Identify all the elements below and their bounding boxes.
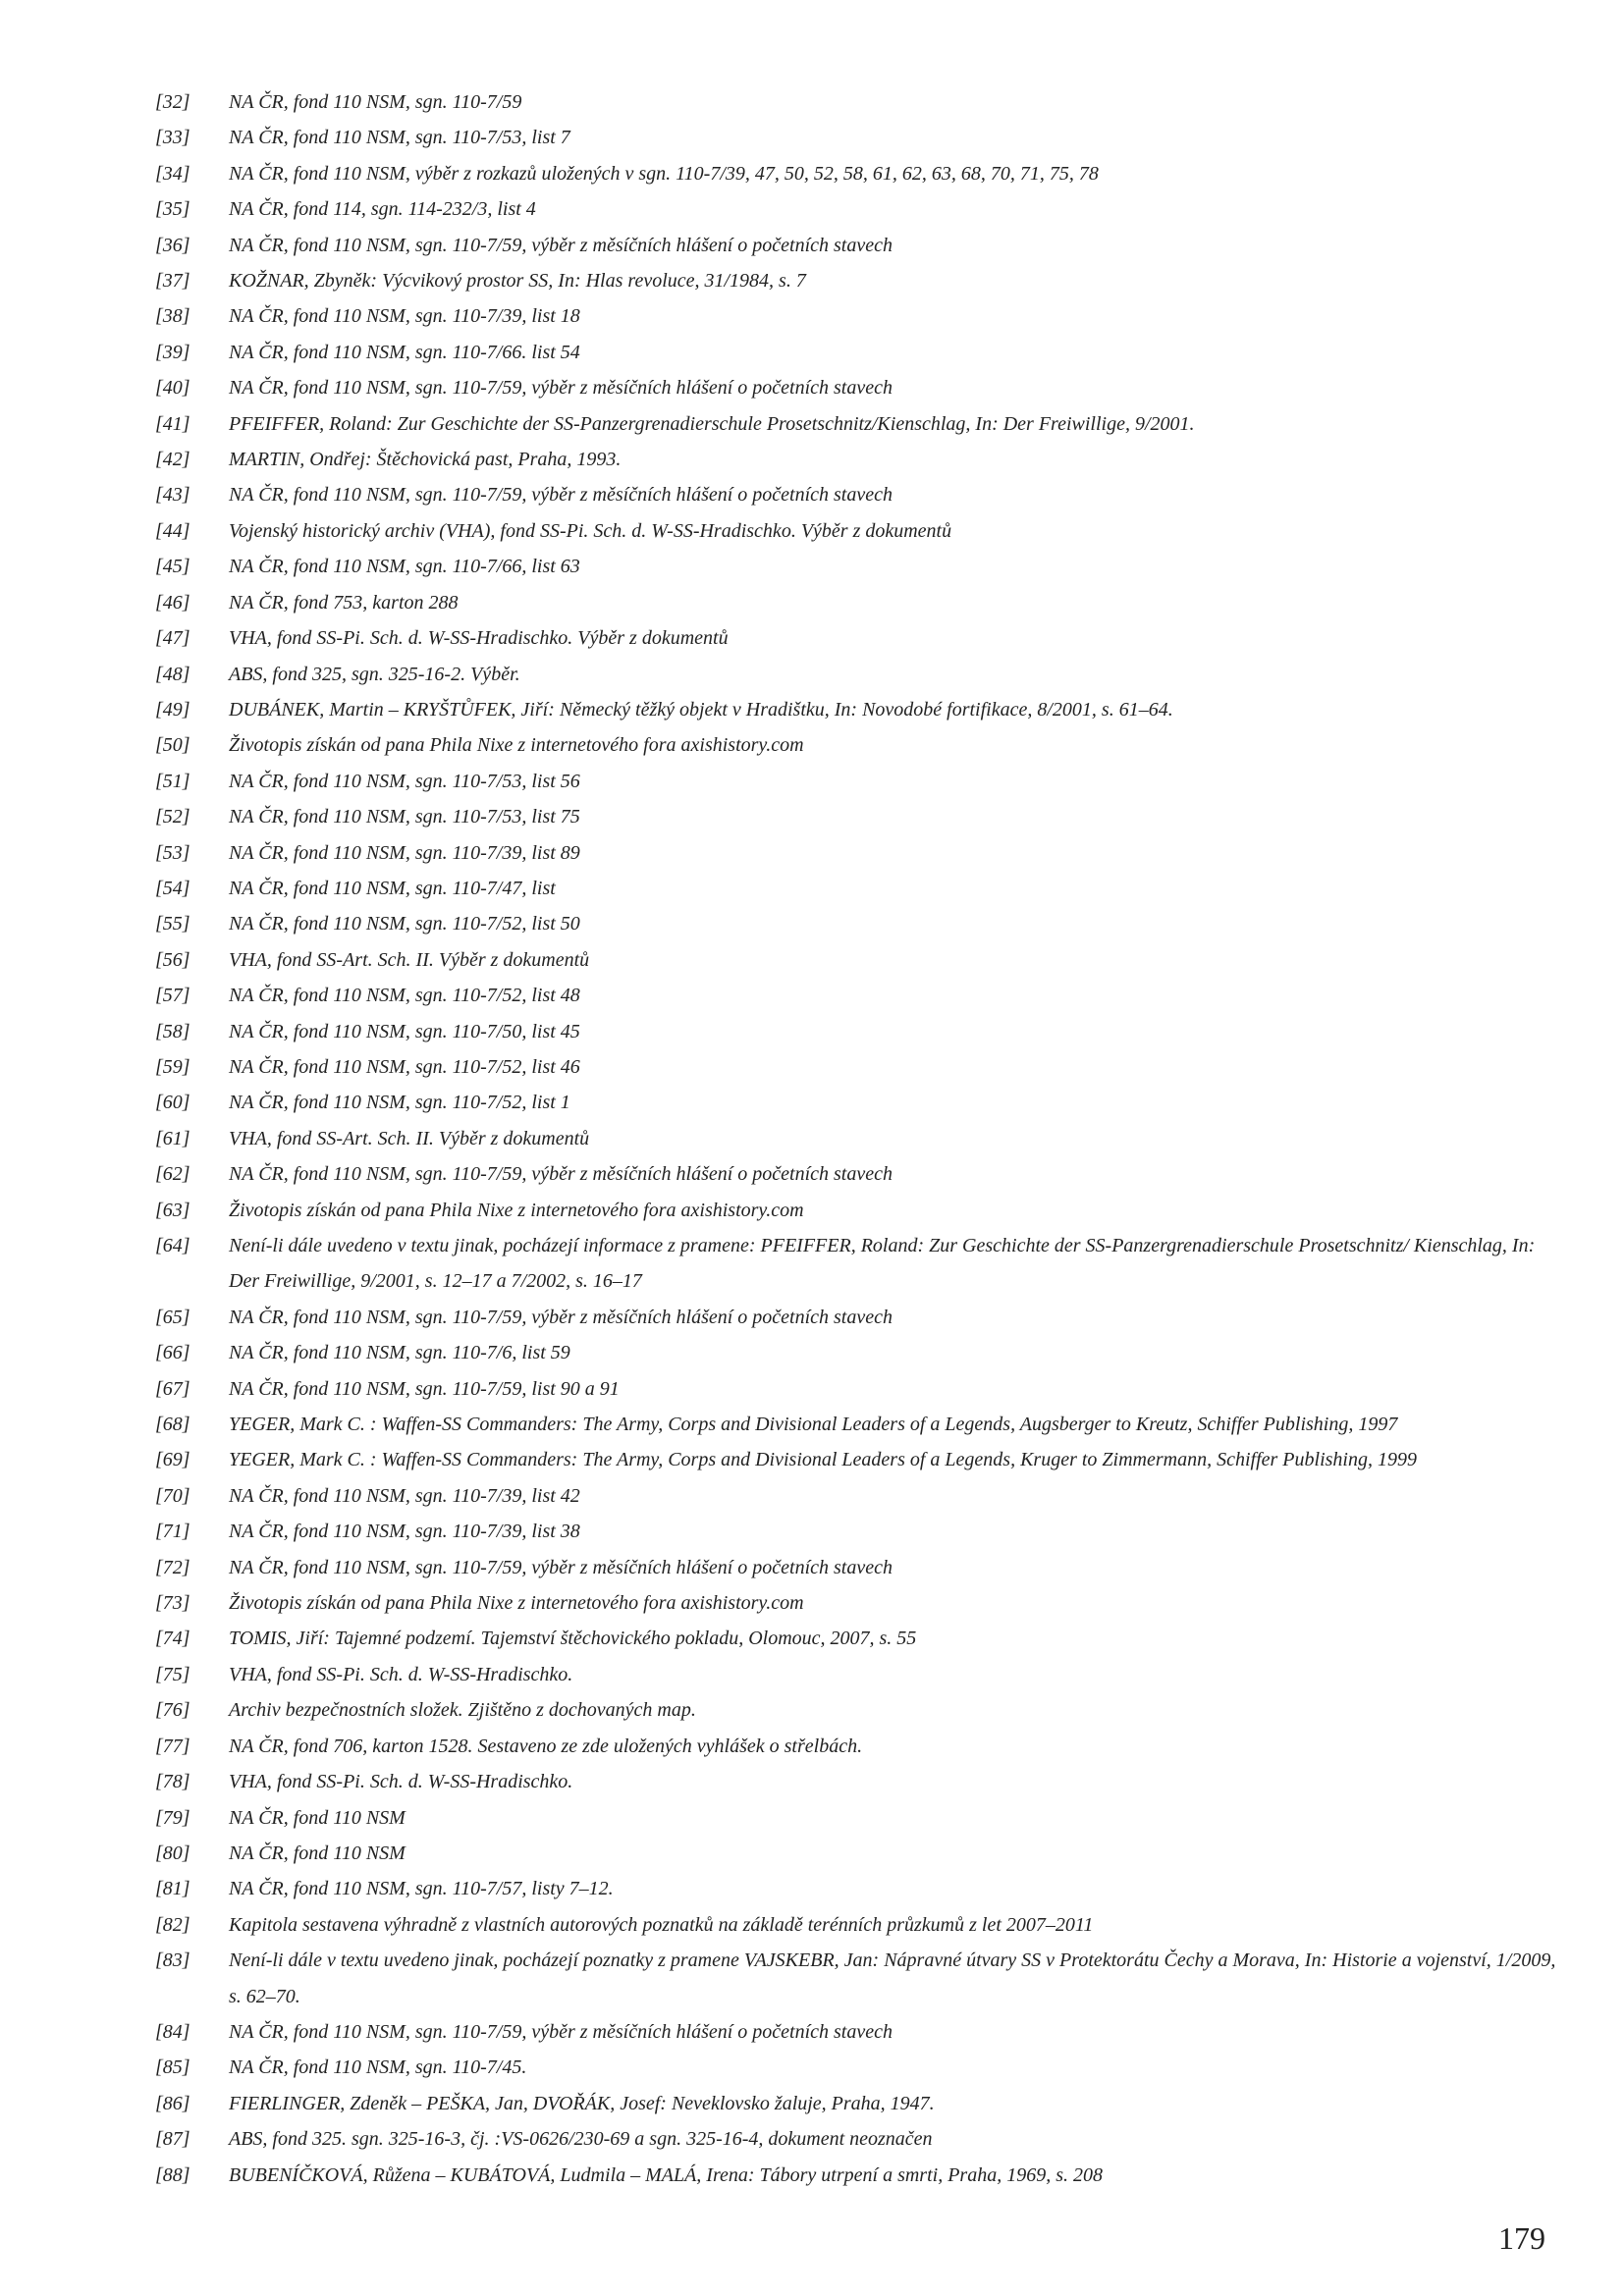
endnote-text: NA ČR, fond 114, sgn. 114-232/3, list 4	[229, 198, 536, 221]
endnote-item	[155, 906, 1569, 941]
endnote-number: [36]	[155, 234, 190, 256]
endnote-number: [73]	[155, 1592, 190, 1615]
endnote-number: [46]	[155, 591, 190, 614]
endnote-item	[155, 335, 1569, 370]
endnote-item	[155, 727, 1569, 763]
endnote-number: [56]	[155, 948, 190, 971]
endnote-item	[155, 477, 1569, 512]
endnote-text: Kapitola sestavena výhradně z vlastních autorových poznatků na základě terénních průzkumů z let 2007–2011	[229, 1913, 1094, 1936]
endnote-text: Archiv bezpečnostních složek. Zjištěno z dochovaných map.	[229, 1699, 696, 1722]
endnote-item	[155, 1514, 1569, 1549]
endnote-text: NA ČR, fond 110 NSM, sgn. 110-7/59	[229, 91, 522, 113]
endnote-text: NA ČR, fond 110 NSM, sgn. 110-7/39, list 18	[229, 305, 580, 328]
endnote-text: NA ČR, fond 110 NSM, sgn. 110-7/39, list 42	[229, 1484, 580, 1507]
endnote-text: DUBÁNEK, Martin – KRYŠTŮFEK, Jiří: Německý těžký objekt v Hradištku, In: Novodobé fortifikace, 8/2001, s. 61–64.	[229, 698, 1173, 721]
endnote-number: [81]	[155, 1878, 190, 1900]
endnote-item	[155, 835, 1569, 871]
endnote-number: [59]	[155, 1055, 190, 1078]
endnote-item	[155, 692, 1569, 727]
endnote-item	[155, 1657, 1569, 1692]
endnote-item	[155, 156, 1569, 191]
endnote-item	[155, 1228, 1569, 1300]
endnote-text: PFEIFFER, Roland: Zur Geschichte der SS-Panzergrenadierschule Prosetschnitz/Kienschlag, In: Der Freiwillige, 9/2001.	[229, 412, 1195, 435]
endnote-text: VHA, fond SS-Pi. Sch. d. W-SS-Hradischko.	[229, 1771, 573, 1793]
endnote-number: [85]	[155, 2056, 190, 2079]
endnote-number: [33]	[155, 127, 190, 149]
endnotes-list	[155, 84, 1569, 2193]
endnote-text: NA ČR, fond 110 NSM, sgn. 110-7/59, výběr z měsíčních hlášení o početních stavech	[229, 1556, 893, 1578]
endnote-number: [48]	[155, 663, 190, 685]
endnote-number: [47]	[155, 627, 190, 650]
endnote-number: [70]	[155, 1484, 190, 1507]
endnote-item	[155, 1300, 1569, 1335]
endnote-item	[155, 1800, 1569, 1836]
endnote-text: VHA, fond SS-Pi. Sch. d. W-SS-Hradischko. Výběr z dokumentů	[229, 627, 729, 650]
endnote-text: Životopis získán od pana Phila Nixe z internetového fora axishistory.com	[229, 734, 804, 757]
endnote-item	[155, 2158, 1569, 2193]
endnote-text: NA ČR, fond 753, karton 288	[229, 591, 459, 614]
endnote-number: [44]	[155, 519, 190, 542]
endnote-text: ABS, fond 325, sgn. 325-16-2. Výběr.	[229, 663, 520, 685]
endnote-item	[155, 1193, 1569, 1228]
endnote-item	[155, 1335, 1569, 1370]
endnote-text: NA ČR, fond 110 NSM, sgn. 110-7/53, list 75	[229, 806, 580, 828]
endnote-item	[155, 191, 1569, 227]
endnote-text: NA ČR, fond 110 NSM, sgn. 110-7/39, list 38	[229, 1521, 580, 1543]
endnote-number: [50]	[155, 734, 190, 757]
endnote-item	[155, 549, 1569, 584]
endnote-number: [55]	[155, 913, 190, 935]
endnote-text: NA ČR, fond 110 NSM, sgn. 110-7/59, výběr z měsíčních hlášení o početních stavech	[229, 484, 893, 507]
endnote-item	[155, 871, 1569, 906]
endnote-number: [42]	[155, 449, 190, 471]
endnote-item	[155, 2050, 1569, 2085]
endnote-item	[155, 228, 1569, 263]
endnote-text: Životopis získán od pana Phila Nixe z internetového fora axishistory.com	[229, 1199, 804, 1221]
endnote-item	[155, 298, 1569, 334]
endnote-text: Není-li dále v textu uvedeno jinak, pocházejí poznatky z pramene VAJSKEBR, Jan: Nápravné útvary SS v Protektorátu Čechy a Morava, In: Historie a vojenství, 1/2009, s. 62–70.	[229, 1949, 1556, 2007]
endnote-number: [63]	[155, 1199, 190, 1221]
endnote-item	[155, 2014, 1569, 2050]
endnote-text: Vojenský historický archiv (VHA), fond SS-Pi. Sch. d. W-SS-Hradischko. Výběr z dokumentů	[229, 519, 952, 542]
endnote-number: [76]	[155, 1699, 190, 1722]
endnote-item	[155, 1371, 1569, 1407]
endnote-item	[155, 442, 1569, 477]
endnote-text: Není-li dále uvedeno v textu jinak, pocházejí informace z pramene: PFEIFFER, Roland: Zur Geschichte der SS-Panzergrenadierschule Prosetschnitz/ Kienschlag, In: Der Freiwillige, 9/2001, s. 12–17 a 7/2002, s. 16–17	[229, 1235, 1536, 1293]
endnote-item	[155, 1049, 1569, 1085]
endnote-number: [83]	[155, 1949, 190, 1972]
endnote-text: NA ČR, fond 110 NSM, sgn. 110-7/59, výběr z měsíčních hlášení o početních stavech	[229, 2020, 893, 2043]
endnote-item	[155, 1729, 1569, 1764]
endnote-item	[155, 1836, 1569, 1871]
endnote-number: [37]	[155, 270, 190, 293]
endnote-item	[155, 942, 1569, 978]
endnote-number: [52]	[155, 806, 190, 828]
endnote-number: [40]	[155, 377, 190, 400]
endnote-item	[155, 978, 1569, 1013]
endnote-text: TOMIS, Jiří: Tajemné podzemí. Tajemství štěchovického pokladu, Olomouc, 2007, s. 55	[229, 1628, 917, 1650]
endnote-text: Životopis získán od pana Phila Nixe z internetového fora axishistory.com	[229, 1592, 804, 1615]
endnote-item	[155, 2121, 1569, 2157]
endnote-text: NA ČR, fond 110 NSM, výběr z rozkazů uložených v sgn. 110-7/39, 47, 50, 52, 58, 61, 62, 63, 68, 70, 71, 75, 78	[229, 162, 1099, 185]
endnote-number: [88]	[155, 2163, 190, 2186]
page-number: 179	[1498, 2220, 1545, 2256]
endnote-item	[155, 1407, 1569, 1442]
endnote-number: [34]	[155, 162, 190, 185]
endnote-text: BUBENÍČKOVÁ, Růžena – KUBÁTOVÁ, Ludmila – MALÁ, Irena: Tábory utrpení a smrti, Praha, 1969, s. 208	[229, 2163, 1103, 2186]
endnote-item	[155, 799, 1569, 834]
endnote-item	[155, 1442, 1569, 1477]
endnote-text: NA ČR, fond 110 NSM	[229, 1806, 406, 1829]
endnote-item	[155, 1014, 1569, 1049]
endnote-number: [45]	[155, 556, 190, 578]
endnote-number: [87]	[155, 2128, 190, 2151]
endnote-number: [60]	[155, 1092, 190, 1114]
endnote-item	[155, 1085, 1569, 1120]
endnote-number: [57]	[155, 985, 190, 1007]
endnote-number: [62]	[155, 1163, 190, 1186]
endnote-text: NA ČR, fond 706, karton 1528. Sestaveno ze zde uložených vyhlášek o střelbách.	[229, 1735, 863, 1757]
endnote-number: [51]	[155, 770, 190, 792]
endnote-number: [80]	[155, 1842, 190, 1864]
endnote-text: NA ČR, fond 110 NSM, sgn. 110-7/52, list 46	[229, 1055, 580, 1078]
endnote-text: VHA, fond SS-Art. Sch. II. Výběr z dokumentů	[229, 948, 590, 971]
endnote-number: [74]	[155, 1628, 190, 1650]
endnote-text: NA ČR, fond 110 NSM, sgn. 110-7/59, výběr z měsíčních hlášení o početních stavech	[229, 377, 893, 400]
endnote-item	[155, 1871, 1569, 1906]
endnote-text: NA ČR, fond 110 NSM, sgn. 110-7/57, listy 7–12.	[229, 1878, 614, 1900]
endnote-item	[155, 1478, 1569, 1514]
endnote-item	[155, 2086, 1569, 2121]
endnote-text: NA ČR, fond 110 NSM, sgn. 110-7/47, list	[229, 877, 556, 899]
endnote-number: [58]	[155, 1020, 190, 1042]
endnote-text: NA ČR, fond 110 NSM, sgn. 110-7/6, list 59	[229, 1342, 570, 1364]
endnote-number: [54]	[155, 877, 190, 899]
endnote-item	[155, 1550, 1569, 1585]
endnote-text: NA ČR, fond 110 NSM, sgn. 110-7/66. list 54	[229, 341, 580, 363]
endnote-item	[155, 1692, 1569, 1728]
endnote-number: [77]	[155, 1735, 190, 1757]
endnote-number: [61]	[155, 1127, 190, 1149]
endnote-text: YEGER, Mark C. : Waffen-SS Commanders: The Army, Corps and Divisional Leaders of a Legends, Augsberger to Kreutz, Schiffer Publishing, 1997	[229, 1414, 1398, 1436]
endnote-item	[155, 370, 1569, 405]
endnote-number: [66]	[155, 1342, 190, 1364]
endnote-number: [69]	[155, 1449, 190, 1471]
endnote-text: NA ČR, fond 110 NSM, sgn. 110-7/66, list 63	[229, 556, 580, 578]
endnote-text: VHA, fond SS-Pi. Sch. d. W-SS-Hradischko.	[229, 1663, 573, 1685]
endnote-number: [41]	[155, 412, 190, 435]
endnote-text: NA ČR, fond 110 NSM, sgn. 110-7/52, list 1	[229, 1092, 570, 1114]
endnote-text: NA ČR, fond 110 NSM	[229, 1842, 406, 1864]
endnote-text: NA ČR, fond 110 NSM, sgn. 110-7/50, list 45	[229, 1020, 580, 1042]
endnote-text: NA ČR, fond 110 NSM, sgn. 110-7/59, výběr z měsíčních hlášení o početních stavech	[229, 234, 893, 256]
endnote-number: [72]	[155, 1556, 190, 1578]
endnote-text: MARTIN, Ondřej: Štěchovická past, Praha, 1993.	[229, 449, 622, 471]
endnote-item	[155, 406, 1569, 442]
endnote-item	[155, 513, 1569, 549]
endnote-number: [43]	[155, 484, 190, 507]
endnote-item	[155, 657, 1569, 692]
endnote-number: [84]	[155, 2020, 190, 2043]
endnote-item	[155, 1621, 1569, 1656]
endnote-number: [79]	[155, 1806, 190, 1829]
endnote-number: [65]	[155, 1306, 190, 1328]
endnote-number: [75]	[155, 1663, 190, 1685]
endnote-number: [53]	[155, 841, 190, 864]
endnote-number: [71]	[155, 1521, 190, 1543]
endnote-item	[155, 120, 1569, 155]
endnote-text: NA ČR, fond 110 NSM, sgn. 110-7/59, list 90 a 91	[229, 1377, 620, 1400]
endnote-number: [64]	[155, 1235, 190, 1256]
endnote-item	[155, 1764, 1569, 1799]
endnote-text: FIERLINGER, Zdeněk – PEŠKA, Jan, DVOŘÁK, Josef: Neveklovsko žaluje, Praha, 1947.	[229, 2092, 935, 2114]
endnote-item	[155, 263, 1569, 298]
endnote-item	[155, 764, 1569, 799]
endnote-item	[155, 585, 1569, 620]
endnote-number: [82]	[155, 1913, 190, 1936]
endnote-text: NA ČR, fond 110 NSM, sgn. 110-7/52, list 48	[229, 985, 580, 1007]
endnote-text: NA ČR, fond 110 NSM, sgn. 110-7/53, list 56	[229, 770, 580, 792]
endnote-item	[155, 84, 1569, 120]
endnote-number: [68]	[155, 1414, 190, 1436]
endnote-text: NA ČR, fond 110 NSM, sgn. 110-7/52, list 50	[229, 913, 580, 935]
endnote-text: NA ČR, fond 110 NSM, sgn. 110-7/53, list 7	[229, 127, 570, 149]
endnote-item	[155, 620, 1569, 656]
endnote-item	[155, 1943, 1569, 2014]
endnote-text: NA ČR, fond 110 NSM, sgn. 110-7/59, výběr z měsíčních hlášení o početních stavech	[229, 1306, 893, 1328]
endnote-text: YEGER, Mark C. : Waffen-SS Commanders: The Army, Corps and Divisional Leaders of a Legends, Kruger to Zimmermann, Schiffer Publishing, 1999	[229, 1449, 1417, 1471]
endnote-number: [38]	[155, 305, 190, 328]
endnote-text: NA ČR, fond 110 NSM, sgn. 110-7/59, výběr z měsíčních hlášení o početních stavech	[229, 1163, 893, 1186]
endnote-number: [35]	[155, 198, 190, 221]
endnote-number: [39]	[155, 341, 190, 363]
endnote-item	[155, 1907, 1569, 1943]
endnote-item	[155, 1121, 1569, 1156]
endnote-number: [78]	[155, 1771, 190, 1793]
endnote-number: [67]	[155, 1377, 190, 1400]
endnote-text: NA ČR, fond 110 NSM, sgn. 110-7/45.	[229, 2056, 527, 2079]
endnote-number: [86]	[155, 2092, 190, 2114]
endnote-text: KOŽNAR, Zbyněk: Výcvikový prostor SS, In: Hlas revoluce, 31/1984, s. 7	[229, 270, 806, 293]
endnote-number: [49]	[155, 698, 190, 721]
endnote-text: ABS, fond 325. sgn. 325-16-3, čj. :VS-0626/230-69 a sgn. 325-16-4, dokument neoznačen	[229, 2128, 933, 2151]
endnote-text: VHA, fond SS-Art. Sch. II. Výběr z dokumentů	[229, 1127, 590, 1149]
endnote-item	[155, 1156, 1569, 1192]
endnote-text: NA ČR, fond 110 NSM, sgn. 110-7/39, list 89	[229, 841, 580, 864]
endnote-number: [32]	[155, 91, 190, 113]
endnote-item	[155, 1585, 1569, 1621]
